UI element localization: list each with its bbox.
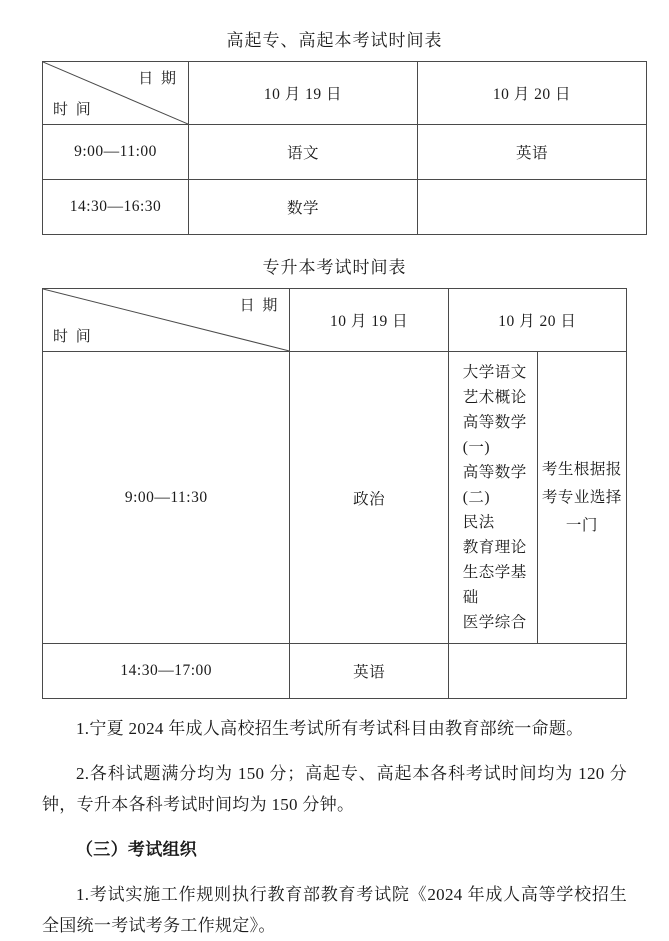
table1-row1-day19: 数学: [189, 180, 418, 235]
table2-row0-subject-list: [448, 352, 537, 644]
table1-date-label: 日 期: [138, 71, 178, 87]
table-row: [43, 125, 647, 180]
table2-row0-day19: 政治: [290, 352, 448, 644]
table2-row0-selection-note: 考生根据报考专业选择一门: [537, 352, 626, 644]
table1-title: 高起专、高起本考试时间表: [226, 31, 443, 50]
paragraph-1: 1.宁夏 2024 年成人高校招生考试所有考试科目由教育部统一命题。: [76, 719, 584, 738]
paragraph-2: 2.各科试题满分均为 150 分；高起专、高起本各科考试时间均为 120 分钟，专升本各科考试时间均为 150 分钟。: [42, 764, 627, 814]
table1-col-header-day19: 10 月 19 日: [189, 62, 418, 125]
table2-time-label: 时 间: [53, 329, 93, 345]
list-item: 大学语文: [462, 364, 527, 381]
table2-title: 专升本考试时间表: [262, 258, 407, 277]
table-row: [43, 180, 647, 235]
table2-row0-time: 9:00—11:30: [43, 352, 290, 644]
table2-col-header-day19: 10 月 19 日: [290, 289, 448, 352]
table1-row0-time: 9:00—11:00: [43, 125, 189, 180]
exam-schedule-table-1: [42, 61, 647, 235]
list-item: 民法: [462, 514, 495, 531]
list-item: 高等数学(二): [462, 464, 527, 506]
table1-time-label: 时 间: [53, 102, 93, 118]
table-row: [43, 289, 627, 352]
table1-row0-day20: 英语: [418, 125, 647, 180]
list-item: 医学综合: [462, 614, 527, 631]
table-row: [43, 352, 627, 644]
table-row: [43, 62, 647, 125]
table2-corner-header: [43, 289, 290, 352]
table2-row1-day20: [448, 644, 626, 699]
section-heading: （三）考试组织: [76, 840, 198, 859]
table2-col-header-day20: 10 月 20 日: [448, 289, 626, 352]
table1-row0-day19: 语文: [189, 125, 418, 180]
table1-col-header-day20: 10 月 20 日: [418, 62, 647, 125]
document-page: [0, 26, 669, 935]
list-item: 教育理论: [462, 539, 527, 556]
table1-row1-time: 14:30—16:30: [43, 180, 189, 235]
paragraph-3: 1.考试实施工作规则执行教育部教育考试院《2024 年成人高等学校招生全国统一考试考务工作规定》。: [42, 885, 627, 935]
table2-row1-time: 14:30—17:00: [43, 644, 290, 699]
table-row: [43, 644, 627, 699]
table2-row1-day19: 英语: [290, 644, 448, 699]
table1-corner-header: [43, 62, 189, 125]
list-item: 生态学基础: [462, 564, 527, 606]
table1-row1-day20: [418, 180, 647, 235]
table2-date-label: 日 期: [239, 298, 280, 314]
exam-schedule-table-2: [42, 288, 627, 699]
list-item: 高等数学(一): [462, 414, 527, 456]
list-item: 艺术概论: [462, 389, 527, 406]
